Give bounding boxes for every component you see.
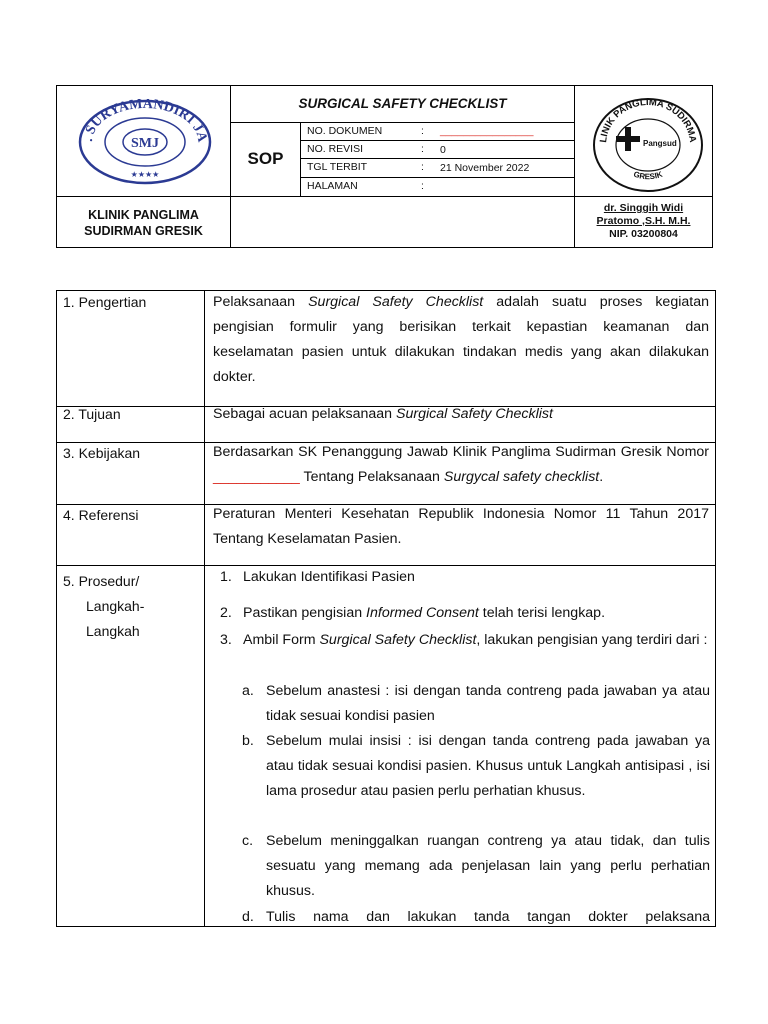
field-value-no-revisi: 0 bbox=[440, 144, 446, 156]
field-label-tgl-terbit: TGL TERBIT bbox=[307, 161, 368, 173]
substep-d: d. Tulis nama dan lakukan tanda tangan dokter pelaksana bbox=[242, 909, 710, 925]
substep-b: b. Sebelum mulai insisi : isi dengan tanda contreng pada jawaban ya atau tidak sesuai kondisi pasien. Khusus untuk Langkah antisipasi , isi lama prosedur atau pasien perlu perhatian khusus. bbox=[242, 733, 710, 799]
field-label-halaman: HALAMAN bbox=[307, 180, 358, 192]
svg-text:KLINIK PANGLIMA SUDIRMAN bbox=[592, 97, 698, 143]
right-logo-center: Pangsud bbox=[643, 139, 677, 148]
field-label-no-dokumen: NO. DOKUMEN bbox=[307, 125, 383, 137]
org-name-line-2: SUDIRMAN GRESIK bbox=[84, 224, 203, 238]
text-tujuan: Sebagai acuan pelaksanaan Surgical Safety Checklist bbox=[213, 406, 553, 422]
signer-nip: NIP. 03200804 bbox=[609, 228, 678, 240]
document-title: SURGICAL SAFETY CHECKLIST bbox=[298, 96, 507, 111]
suryamandiri-logo bbox=[78, 99, 212, 185]
text-kebijakan: Berdasarkan SK Penanggung Jawab Klinik Panglima Sudirman Gresik Nomor ___________ Tentang Pelaksanaan Surgycal safety checklist. bbox=[213, 444, 709, 485]
step-3: 3. Ambil Form Surgical Safety Checklist, lakukan pengisian yang terdiri dari : bbox=[220, 632, 708, 648]
org-name bbox=[57, 207, 230, 239]
label-kebijakan: 3. Kebijakan bbox=[63, 445, 141, 461]
text-referensi: Peraturan Menteri Kesehatan Republik Indonesia Nomor 11 Tahun 2017 Tentang Keselamatan Pasien. bbox=[213, 506, 709, 547]
label-referensi: 4. Referensi bbox=[63, 507, 139, 523]
label-prosedur: 5. Prosedur/ Langkah- Langkah bbox=[63, 573, 145, 639]
label-pengertian: 1. Pengertian bbox=[63, 294, 147, 310]
left-logo-ring-text: . SURYAMANDIRI JA bbox=[80, 99, 210, 143]
signer-name-2: Pratomo ,S.H. M.H. bbox=[596, 215, 691, 227]
right-logo-ring-text: LINIK PANGLIMA SUDIRMA bbox=[598, 97, 699, 144]
field-value-no-dokumen: ________________ bbox=[440, 125, 534, 137]
left-logo-center: SMJ bbox=[131, 136, 159, 151]
step-1: 1. Lakukan Identifikasi Pasien bbox=[220, 569, 415, 585]
field-sep: : bbox=[421, 143, 424, 155]
substep-a: a. Sebelum anastesi : isi dengan tanda contreng pada jawaban ya atau tidak sesuai kondisi pasien bbox=[242, 683, 710, 724]
left-logo-stars: ★★★★ bbox=[130, 170, 160, 179]
substep-c: c. Sebelum meninggalkan ruangan contreng ya atau tidak, dan tulis sesuatu yang memang ada penjelasan lain yang perlu perhatian khusus. bbox=[242, 833, 710, 899]
right-logo-bottom-text: GRESIK bbox=[632, 169, 664, 182]
sop-label: SOP bbox=[247, 149, 284, 168]
field-sep: : bbox=[421, 180, 424, 192]
klinik-panglima-logo bbox=[592, 97, 704, 193]
field-label-no-revisi: NO. REVISI bbox=[307, 143, 364, 155]
field-value-tgl-terbit: 21 November 2022 bbox=[440, 162, 530, 174]
signer-name-1: dr. Singgih Widi bbox=[603, 202, 684, 214]
signature-block bbox=[575, 202, 712, 241]
field-sep: : bbox=[421, 125, 424, 137]
step-2: 2. Pastikan pengisian Informed Consent telah terisi lengkap. bbox=[220, 605, 606, 621]
org-name-line-1: KLINIK PANGLIMA bbox=[88, 208, 199, 222]
field-sep: : bbox=[421, 161, 424, 173]
text-pengertian: Pelaksanaan Surgical Safety Checklist adalah suatu proses kegiatan pengisian formulir yang berisikan terkait kepastian keamanan dan keselamatan pasien untuk dilakukan tindakan medis yang akan dilakukan dokter. bbox=[213, 294, 709, 385]
label-tujuan: 2. Tujuan bbox=[63, 406, 121, 422]
